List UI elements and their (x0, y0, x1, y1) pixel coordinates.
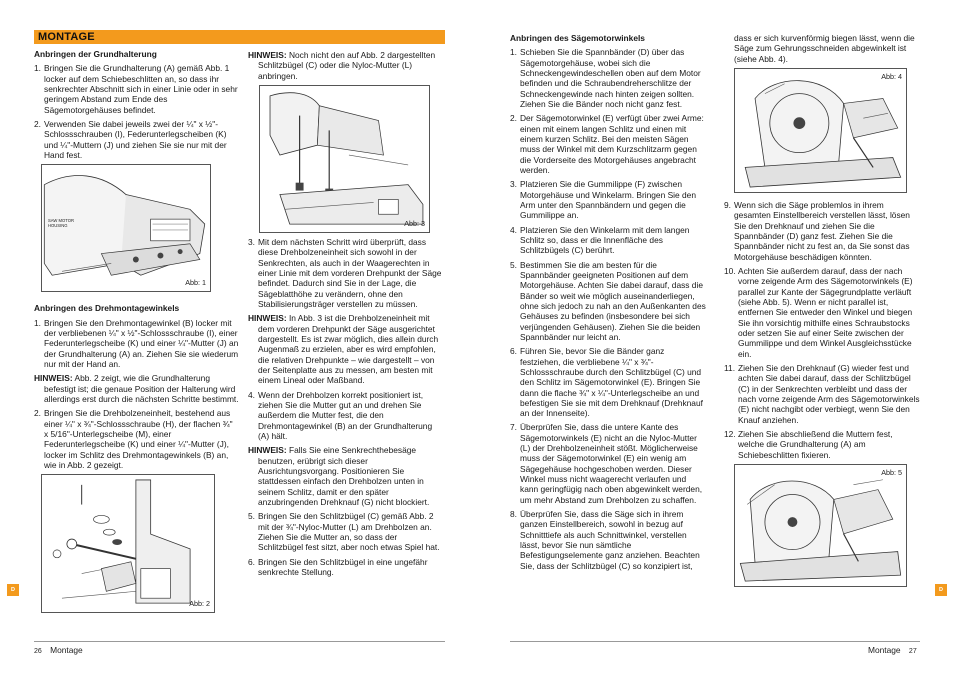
figure-abb-4 (734, 68, 907, 193)
page-number: 26 (34, 648, 42, 655)
list-item: 8. Überprüfen Sie, dass die Säge sich in ihrem ganzen Einstellbereich, sowohl in bezug auf Schnitttiefe als auch Schnittwinkel, verstellen lässt, bevor Sie nun sämtliche Befestigungselemente ganz anziehen. Beachten Sie, dass der Schlitzbügel (C) so konzipiert ist, (510, 509, 700, 571)
list-item: 2. Der Sägemotorwinkel (E) verfügt über zwei Arme: einen mit einem langen Schlitz und einen mit einem kurzen Schlitz. Bei den meisten Sägen muss der Winkel mit dem Kurzschlitzarm gegen die Vorderseite des Motorgehäuses angebracht werden. (510, 113, 704, 175)
list-item: 3. Mit dem nächsten Schritt wird überprüft, dass diese Drehbolzeneinheit sich sowohl in der Senkrechten, als auch in der Waagerechten in einer Linie mit dem vorderen Drehpunkt der Säge befindet. Dadurch sind Sie in der Lage, die Sägeblatthöhe zu verändern, ohne den Stabilisierungsträger verstellen zu müssen. (248, 236, 442, 309)
footer-rule-left (34, 641, 445, 642)
footer-label: Montage (50, 645, 83, 655)
heading-saegemotorwinkel: Anbringen des Sägemotorwinkels (510, 33, 645, 43)
steps-drehbolzen (34, 408, 239, 470)
left-column-2 (248, 50, 444, 581)
list-item: 5. Bringen Sie den Schlitzbügel (C) gemäß Abb. 2 mit der ¾"-Nyloc-Mutter (L) am Drehbolzen an. Ziehen Sie die Mutter an, so dass der Schlitzbügel fest sitzt, aber noch etwas Spiel hat. (248, 511, 440, 553)
footer-left (34, 645, 83, 657)
list-item: 5. Bestimmen Sie die am besten für die Spannbänder geeigneten Positionen auf dem Motorgehäuse. Achten Sie dabei darauf, dass die Bänder so weit wie möglich auseinanderliegen, ohne sich jedoch zu nah an den Außenkanten des Gehäuses zu befinden (insbesondere bei sich verjüngenden Gehäusen). Ziehen Sie die beiden Spannbänder nur leicht an. (510, 259, 706, 342)
page-number: 27 (908, 648, 917, 655)
figure-caption: Abb: 1 (185, 278, 206, 288)
figure-abb-1 (41, 164, 211, 292)
figure-caption: Abb: 3 (404, 219, 425, 229)
list-item: 3. Platzieren Sie die Gummilippe (F) zwischen Motorgehäuse und Winkelarm. Bringen Sie den Arm unter den Spannbändern und gegen die Gummilippe an. (510, 179, 696, 221)
steps-grundhalterung (34, 63, 239, 160)
figure-caption: Abb: 4 (881, 71, 902, 81)
list-item: 6. Bringen Sie den Schlitzbügel in eine ungefähr senkrechte Stellung. (248, 556, 428, 577)
steps-slot-bracket (248, 511, 444, 577)
illustration-parallel-arm (735, 465, 906, 586)
illustration-alignment-measure (260, 86, 429, 232)
steps-drehmontagewinkel (34, 318, 239, 370)
left-column-1 (34, 49, 239, 613)
list-item: 11. Ziehen Sie den Drehknauf (G) wieder fest und achten Sie dabei darauf, dass der Schlitzbügel (C) in der Senkrechten verbleibt und dass der nach vorne zeigende Arm des Sägemotorwinkels (E) nicht nachgibt oder verbiegt, wenn Sie den Knauf anziehen. (724, 362, 920, 425)
hint-paragraph: HINWEIS: Falls Sie eine Senkrechthebesäge benutzen, erübrigt sich dieser Ausrichtungsvorgang. Positionieren Sie stattdessen einfach den Drehbolzen unten in seinem Schlitz, damit er den später anzubringenden Drehknauf (G) nicht blockiert. (248, 445, 430, 507)
illustration-bevel-angle (735, 69, 906, 192)
list-item: 9. Wenn sich die Säge problemlos in ihrem gesamten Einstellbereich verstellen lässt, lösen Sie den Drehknauf und ziehen Sie die Spannbänder (D) ganz fest. Ziehen Sie die Spannbänder nicht zu fest an, da Sie sonst das Motorgehäuse beschädigen könnten. (724, 199, 910, 262)
figure-label-saw-motor: SAW MOTOR HOUSING (48, 218, 75, 229)
section-title: MONTAGE (38, 31, 95, 43)
figure-abb-5 (734, 464, 907, 587)
footer-rule-right (510, 641, 920, 642)
section-header-bar (34, 30, 445, 44)
steps-tighten (248, 390, 444, 442)
list-item: 7. Überprüfen Sie, dass die untere Kante des Sägemotorwinkels (E) nicht an die Nyloc-Mutter (L) der Drehbolzeneinheit stößt. Möglicherweise muss der Sägemotorwinkel (E) ein wenig am Sägegehäuse hochgeschoben werden. Dieser Winkel muss nicht waagerecht verlaufen und kann geringfügig nach oben abgewinkelt werden, um mehr Abstand zum Drehbolzen zu schaffen. (510, 422, 703, 505)
right-column-2 (724, 33, 920, 587)
figure-caption: Abb: 2 (189, 599, 210, 609)
heading-drehmontagewinkel: Anbringen des Drehmontagewinkels (34, 303, 180, 314)
list-item: 2. Verwenden Sie dabei jeweils zwei der ¼" x ½"-Schlossschrauben (I), Federunterlegscheiben (K) und ¼"-Muttern (J) und ziehen Sie sie nur mit der Hand fest. (34, 118, 227, 160)
list-item: 10. Achten Sie außerdem darauf, dass der nach vorne zeigende Arm des Sägemotorwinkels (E) parallel zur Kante der Sägegrundplatte verläuft (siehe Abb. 5). Wenn er nicht parallel ist, entfernen Sie entweder den Winkel und biegen Sie ihn vorsichtig mithilfe eines Schraubstocks oder setzen Sie auf einer Seite zwischen der Gummilippe und dem Winkel Ausgleichsstücke ein. (724, 265, 913, 359)
list-item: 2. Bringen Sie die Drehbolzeneinheit, bestehend aus einer ¼" x ¾"-Schlossschraube (H), der flachen ¾" x 5/16"-Unterlegscheibe (M), einer Federunterlegscheibe (K) und einer ¼"-Mutter (J), locker im Schlitz des Drehmontagewinkels (B) an, wie in Abb. 2 gezeigt. (34, 408, 233, 470)
list-item: 12. Ziehen Sie abschließend die Muttern fest, welche die Grundhalterung (A) am Schiebeschlitten fixieren. (724, 428, 893, 460)
hint-paragraph: HINWEIS: Abb. 2 zeigt, wie die Grundhalterung befestigt ist; die genaue Position der Halterung wird allerdings erst durch die nächsten Schritte bestimmt. (34, 373, 239, 404)
list-item: 4. Wenn der Drehbolzen korrekt positioniert ist, ziehen Sie die Mutter gut an und drehen Sie außerdem die Mutter fest, die den Drehmontagewinkel (B) an der Grundhalterung (A) hält. (248, 389, 433, 441)
steps-alignment (248, 237, 444, 309)
figure-caption: Abb: 5 (881, 467, 902, 477)
figure-abb-3 (259, 85, 430, 233)
list-item: 4. Platzieren Sie den Winkelarm mit dem langen Schlitz so, dass er die Innenfläche des Schlitzbügels (C) berührt. (510, 224, 690, 256)
steps-saegemotorwinkel (510, 47, 706, 571)
footer-right (868, 645, 917, 657)
list-item: 1. Bringen Sie den Drehmontagewinkel (B) locker mit der verbliebenen ¼" x ½"-Schlossschraube (I), einer Federunterlegscheibe (K) und einer ¼"-Mutter (J) an der Grundhalterung (A) an. Ziehen Sie sie wiederum nur mit der Hand an. (34, 317, 239, 369)
list-item: 6. Führen Sie, bevor Sie die Bänder ganz festziehen, die verbliebene ¼" x ¾"-Schlossschraube durch den Schlitzbügel (C) und den Schlitz im Sägemotorwinkel (E). Bringen Sie dann die flache ¾" x ¼"-Unterlegscheibe an und befestigen Sie sie mit dem Drehknauf (Drehknauf an der Innenseite). (510, 346, 703, 419)
illustration-pivot-bolt-assembly (42, 475, 214, 612)
language-tab: D (7, 584, 19, 596)
figure-abb-2 (41, 474, 215, 613)
hint-paragraph: HINWEIS: In Abb. 3 ist die Drehbolzeneinheit mit dem vorderen Drehpunkt der Säge ausgerichtet dargestellt. Es ist zwar möglich, dies allein durch Augenmaß zu erzielen, aber es wird empfohlen, die relativen Drehpunkte – wie dargestellt – von der Seitenplatte aus zu messen, am besten mit einem Lineal oder Maßband. (248, 313, 439, 386)
steps-finalize (724, 200, 920, 460)
footer-label: Montage (868, 645, 901, 655)
list-item: 1. Schieben Sie die Spannbänder (D) über das Sägemotorgehäuse, wobei sich die Schneckengewindeschellen oben auf dem Motor befinden und die Schraubendreherschlitze der Schneckengewinde nach hinten zeigen sollten. Ziehen Sie die Bänder noch nicht ganz fest. (510, 47, 701, 109)
heading-grundhalterung: Anbringen der Grundhalterung (34, 49, 157, 59)
continuation-paragraph: dass er sich kurvenförmig biegen lässt, wenn die Säge zum Gehrungsschneiden abgewinkelt ist (siehe Abb. 4). (734, 33, 915, 64)
right-column-1 (510, 33, 706, 575)
hint-paragraph: HINWEIS: Noch nicht den auf Abb. 2 dargestellten Schlitzbügel (C) oder die Nyloc-Mutter (L) anbringen. (248, 50, 436, 81)
language-tab: D (935, 584, 947, 596)
list-item: 1. Bringen Sie die Grundhalterung (A) gemäß Abb. 1 locker auf dem Schiebeschlitten an, so dass ihr senkrechter Abschnitt sich in einer Linie oder in sehr geringem Abstand zum Ende des Sägemotorgehäuses befindet. (34, 63, 238, 115)
